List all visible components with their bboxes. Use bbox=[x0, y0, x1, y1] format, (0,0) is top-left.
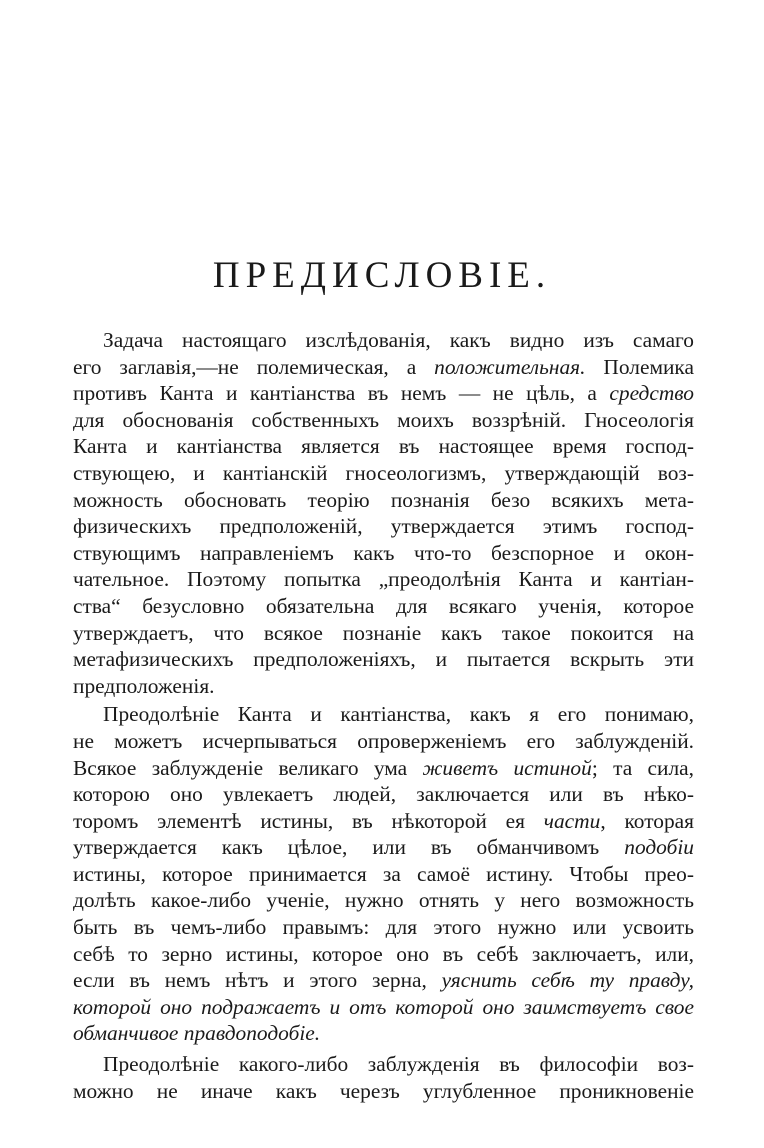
italic-text-run: положительная. bbox=[434, 354, 586, 379]
text-line bbox=[73, 861, 694, 888]
italic-text-run: подобіи bbox=[624, 835, 694, 860]
text-run: торомъ элементѣ истины, въ нѣкоторой ея bbox=[73, 808, 544, 833]
paragraph bbox=[73, 701, 694, 1047]
text-line bbox=[73, 781, 694, 808]
text-line bbox=[73, 808, 694, 835]
text-run: физическихъ предположеній, утверждается этимъ господ- bbox=[73, 514, 694, 539]
text-line bbox=[73, 967, 694, 994]
text-line bbox=[73, 513, 694, 540]
text-run: его заглавія,—не полемическая, а bbox=[73, 354, 435, 379]
page-title: ПРЕДИСЛОВІЕ. bbox=[212, 255, 552, 296]
italic-text-run: средство bbox=[609, 381, 694, 406]
text-line bbox=[73, 673, 694, 700]
text-run: метафизическихъ предположеніяхъ, и пытается вскрыть эти bbox=[73, 647, 694, 672]
text-line bbox=[73, 433, 694, 460]
text-run: быть въ чемъ-либо правымъ: для этого нужно или усвоить bbox=[73, 915, 694, 940]
text-run: Преодолѣніе Канта и кантіанства, какъ я его понимаю, bbox=[103, 702, 694, 727]
text-run: предположенія. bbox=[73, 673, 215, 698]
text-run: можность обосновать теорію познанія безо всякихъ мета- bbox=[73, 487, 694, 512]
text-run: если въ немъ нѣтъ и этого зерна, bbox=[73, 968, 442, 993]
text-run: Задача настоящаго изслѣдованія, какъ видно изъ самаго bbox=[103, 328, 694, 352]
text-run: чательное. Поэтому попытка „преодолѣнія Канта и кантіан- bbox=[73, 567, 694, 592]
text-run: не можетъ исчерпываться опроверженіемъ его заблужденій. bbox=[73, 728, 694, 753]
text-line bbox=[73, 593, 694, 620]
italic-text-run: части bbox=[543, 808, 601, 833]
text-line bbox=[73, 327, 694, 354]
text-run: можно не иначе какъ черезъ углубленное проникновеніе bbox=[73, 1078, 694, 1103]
paragraph bbox=[73, 327, 694, 699]
text-run: Полемика bbox=[585, 354, 694, 379]
text-line bbox=[73, 620, 694, 647]
text-line bbox=[73, 1020, 694, 1047]
text-line bbox=[73, 380, 694, 407]
text-line bbox=[73, 566, 694, 593]
text-line bbox=[73, 994, 694, 1021]
text-run: Канта и кантіанства является въ настоящее время господ- bbox=[73, 434, 694, 459]
text-line bbox=[73, 407, 694, 434]
body-text bbox=[73, 327, 694, 1104]
text-line bbox=[73, 755, 694, 782]
text-run: которою оно увлекаетъ людей, заключается или въ нѣко- bbox=[73, 782, 694, 807]
text-line bbox=[73, 941, 694, 968]
text-line bbox=[73, 834, 694, 861]
text-line bbox=[73, 540, 694, 567]
text-run: ; та сила, bbox=[591, 755, 695, 780]
text-run: ства“ безусловно обязательна для всякаго ученія, которое bbox=[73, 593, 694, 618]
text-run: Преодолѣніе какого-либо заблужденія въ философіи воз- bbox=[103, 1052, 694, 1077]
text-run: , которая bbox=[600, 808, 694, 833]
text-line bbox=[73, 701, 694, 728]
text-line bbox=[73, 887, 694, 914]
italic-text-run: обманчивое правдоподобіе. bbox=[73, 1021, 321, 1046]
text-line bbox=[73, 914, 694, 941]
text-line bbox=[73, 646, 694, 673]
text-line bbox=[73, 728, 694, 755]
text-run: долѣть какое-либо ученіе, нужно отнять у него возможность bbox=[73, 888, 694, 913]
italic-text-run: которой оно подражаетъ и отъ которой оно заимствуетъ свое bbox=[73, 994, 694, 1019]
text-run: ствующею, и кантіанскій гносеологизмъ, утверждающій воз- bbox=[73, 460, 694, 485]
text-line bbox=[73, 354, 694, 381]
text-run: себѣ то зерно истины, которое оно въ себѣ заключаетъ, или, bbox=[73, 941, 694, 966]
text-line bbox=[73, 487, 694, 514]
italic-text-run: уяснить себѣ ту правду, bbox=[441, 968, 694, 993]
text-run: ствующимъ направленіемъ какъ что-то безспорное и окон- bbox=[73, 540, 694, 565]
text-run: утверждаетъ, что всякое познаніе какъ такое покоится на bbox=[73, 620, 694, 645]
text-line bbox=[73, 1078, 694, 1105]
text-run: утверждается какъ цѣлое, или въ обманчивомъ bbox=[73, 835, 625, 860]
italic-text-run: живетъ истиной bbox=[422, 755, 592, 780]
text-run: для обоснованія собственныхъ моихъ воззрѣній. Гносеологія bbox=[73, 407, 694, 432]
text-run: истины, которое принимается за самоё истину. Чтобы прео- bbox=[73, 861, 694, 886]
paragraph bbox=[73, 1051, 694, 1104]
text-line bbox=[73, 1051, 694, 1078]
text-line bbox=[73, 460, 694, 487]
text-run: противъ Канта и кантіанства въ немъ — не цѣль, а bbox=[73, 381, 610, 406]
text-run: Всякое заблужденіе великаго ума bbox=[73, 755, 423, 780]
